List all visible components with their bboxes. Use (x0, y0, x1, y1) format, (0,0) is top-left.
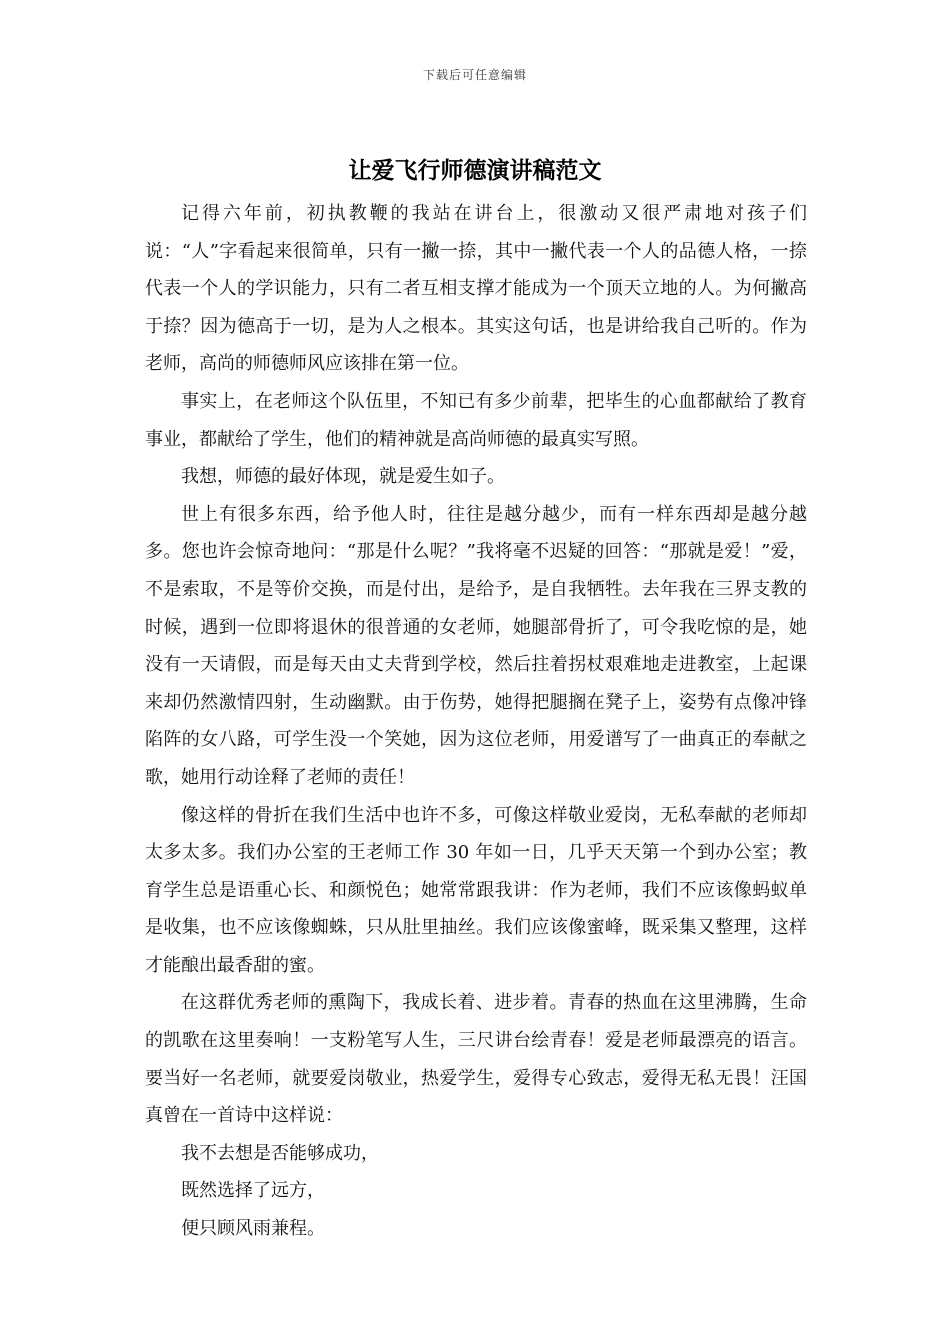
paragraph-3: 我想，师德的最好体现，就是爱生如子。 (181, 466, 505, 488)
paragraph-1: 记得六年前，初执教鞭的我站在讲台上，很激动又很严肃地对孩子们说：“人”字看起来很简单，只有一撇一捺，其中一撇代表一个人的品德人格，一捺代表一个人的学识能力，只有二者互相支撑才能成为一个顶天立地的人。为何撇高于捺？因为德高于一切，是为人之根本。其实这句话，也是讲给我自己听的。作为老师，高尚的师德师风应该排在第一位。 (145, 203, 807, 375)
poem-line-2: 既然选择了远方， (181, 1180, 325, 1202)
poem-line-1: 我不去想是否能够成功， (181, 1142, 379, 1164)
poem-line-3: 便只顾风雨兼程。 (181, 1218, 325, 1240)
paragraph-4: 世上有很多东西，给予他人时，往往是越分越少，而有一样东西却是越分越多。您也许会惊奇地问：“那是什么呢？”我将毫不迟疑的回答：“那就是爱！”爱，不是索取，不是等价交换，而是付出，是给予，是自我牺牲。去年我在三界支教的时候，遇到一位即将退休的很普通的女老师，她腿部骨折了，可令我吃惊的是，她没有一天请假，而是每天由丈夫背到学校，然后拄着拐杖艰难地走进教室，上起课来却仍然激情四射，生动幽默。由于伤势，她得把腿搁在凳子上，姿势有点像冲锋陷阵的女八路，可学生没一个笑她，因为这位老师，用爱谱写了一曲真正的奉献之歌，她用行动诠释了老师的责任！ (145, 503, 807, 788)
header-note: 下载后可任意编辑 (422, 68, 527, 82)
document-title: 让爱飞行师德演讲稿范文 (348, 157, 602, 184)
paragraph-6: 在这群优秀老师的熏陶下，我成长着、进步着。青春的热血在这里沸腾，生命的凯歌在这里奏响！一支粉笔写人生，三尺讲台绘青春！爱是老师最漂亮的语言。要当好一名老师，就要爱岗敬业，热爱学生，爱得专心致志，爱得无私无畏！汪国真曾在一首诗中这样说： (145, 992, 807, 1127)
paragraph-5: 像这样的骨折在我们生活中也许不多，可像这样敬业爱岗，无私奉献的老师却太多太多。我们办公室的王老师工作 30 年如一日，几乎天天第一个到办公室；教育学生总是语重心长、和颜悦色；她常常跟我讲：作为老师，我们不应该像蚂蚁单是收集，也不应该像蜘蛛，只从肚里抽丝。我们应该像蜜峰，既采集又整理，这样才能酿出最香甜的蜜。 (145, 804, 807, 976)
paragraph-2: 事实上，在老师这个队伍里，不知已有多少前辈，把毕生的心血都献给了教育事业，都献给了学生，他们的精神就是高尚师德的最真实写照。 (145, 390, 807, 450)
document-body (145, 195, 807, 1248)
